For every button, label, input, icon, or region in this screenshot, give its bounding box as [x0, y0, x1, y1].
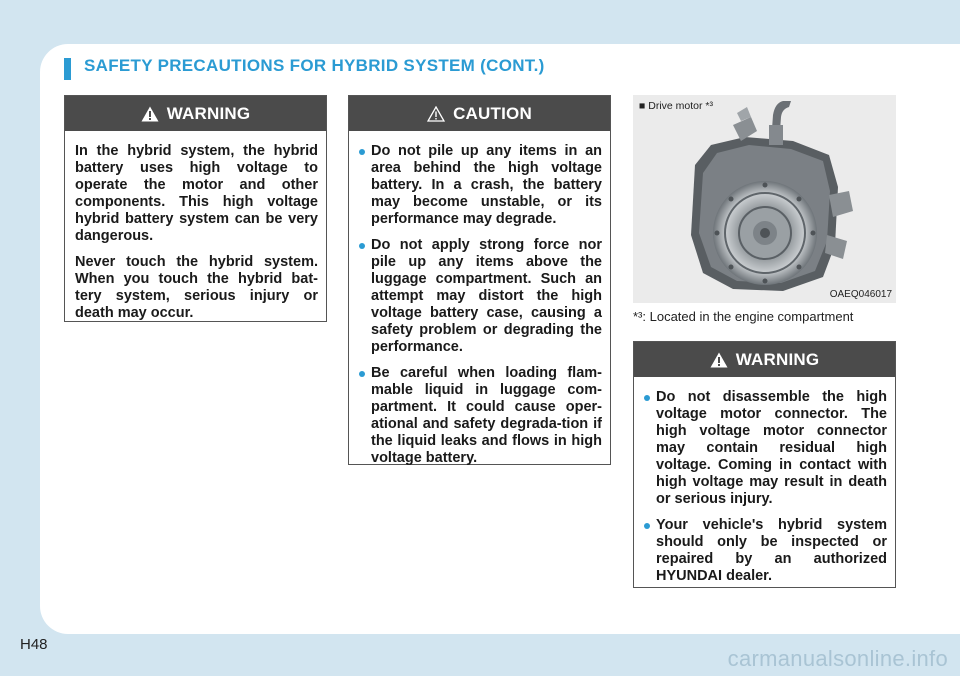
caution-item: Be careful when loading flam-mable liquid in luggage com-partment. It could cause oper-ational and safety degrada-tion if the liquid leaks and flows in high voltage battery. [359, 365, 602, 467]
warning-triangle-icon [141, 106, 159, 122]
footnote: *³: Located in the engine compartment [633, 309, 854, 324]
warning-item: Your vehicle's hybrid system should only be inspected or repaired by an authorized HYUNDAI dealer. [644, 517, 887, 585]
photo-caption: ■ Drive motor *³ [639, 100, 714, 112]
photo-code: OAEQ046017 [829, 289, 892, 300]
caution-header-label: CAUTION [453, 103, 532, 123]
warning-header-label: WARNING [166, 103, 251, 123]
drive-motor-photo [633, 95, 896, 303]
warning-header-right [634, 342, 895, 377]
warning-header-left [65, 96, 326, 131]
warning-body-left [65, 131, 326, 339]
caution-triangle-icon [427, 106, 445, 122]
section-marker [64, 58, 71, 80]
caution-header [349, 96, 610, 131]
warning-body-right [634, 377, 895, 602]
watermark[interactable]: carmanualsonline.info [727, 646, 948, 671]
warning-triangle-icon [710, 352, 728, 368]
warning-paragraph: Never touch the hybrid system. When you touch the hybrid bat-tery system, serious injury or death may occur. [75, 254, 318, 321]
caution-body [349, 131, 610, 484]
caution-panel [348, 95, 611, 465]
page-number: H48 [20, 636, 48, 653]
drive-motor-illustration [633, 95, 896, 303]
warning-paragraph: In the hybrid system, the hybrid battery uses high voltage to operate the motor and other components. This high voltage hybrid battery system can be very dangerous. [75, 143, 318, 244]
section-title: SAFETY PRECAUTIONS FOR HYBRID SYSTEM (CONT.) [84, 56, 545, 75]
warning-header-label: WARNING [735, 349, 820, 369]
caution-item: Do not apply strong force nor pile up any items above the luggage compartment. Such an attempt may distort the high voltage battery case, causing a safety problem or degrading the performance. [359, 237, 602, 356]
caution-item: Do not pile up any items in an area behind the high voltage battery. In a crash, the battery may become unstable, or its performance may degrade. [359, 143, 602, 228]
warning-item: Do not disassemble the high voltage motor connector. The high voltage motor connector may contain residual high voltage. Coming in contact with high voltage may result in death or serious injury. [644, 389, 887, 508]
warning-panel-right [633, 341, 896, 588]
warning-panel-left [64, 95, 327, 322]
